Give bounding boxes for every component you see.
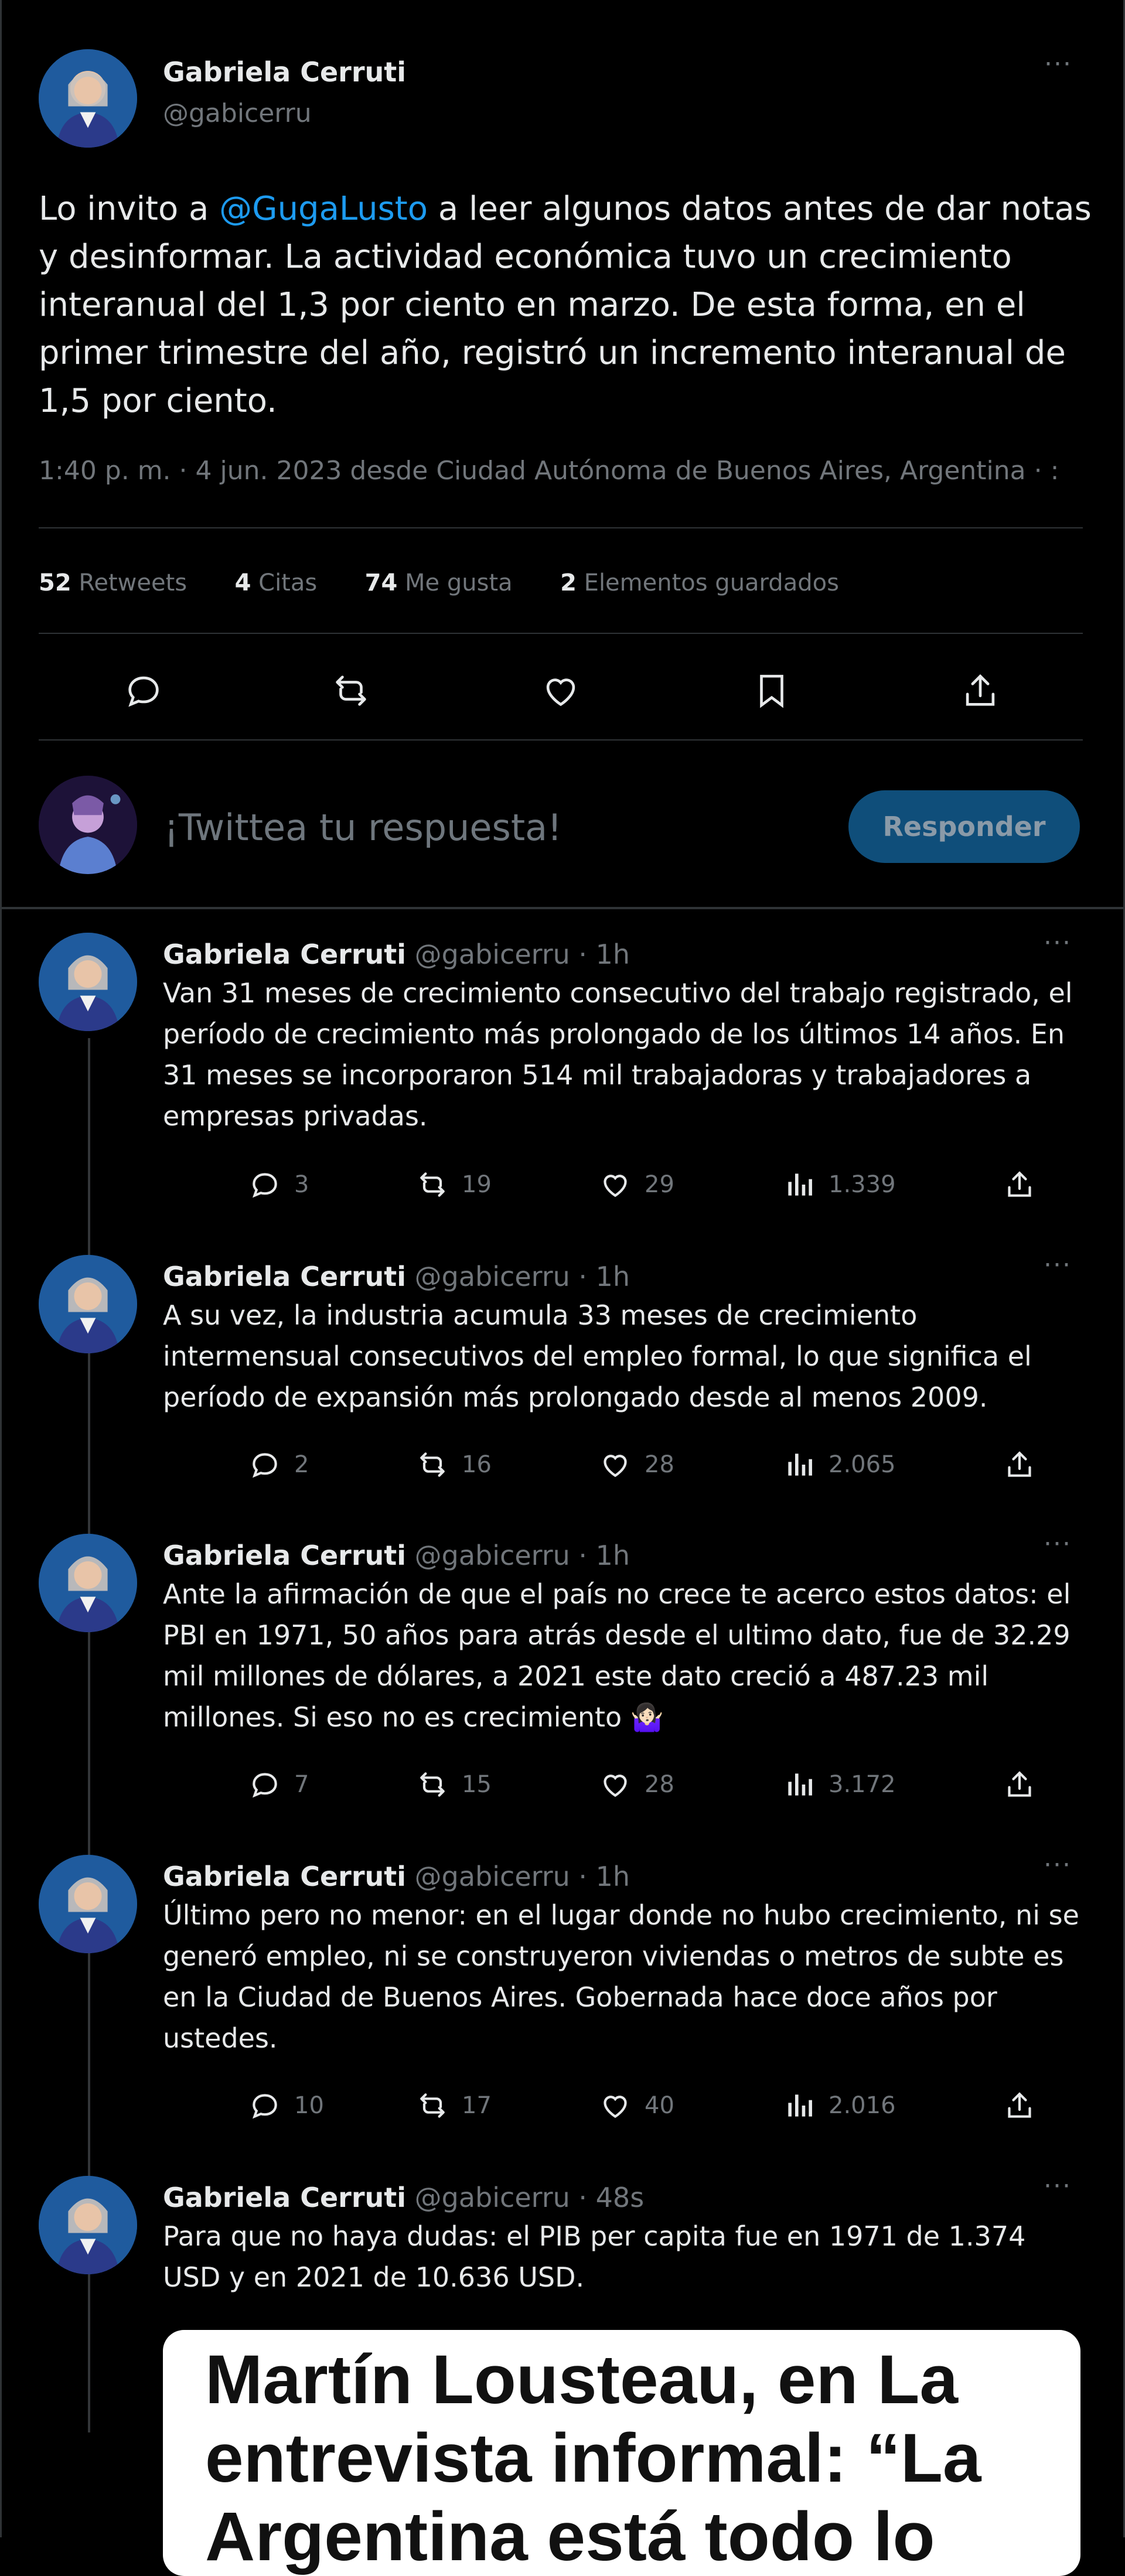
reply-metric[interactable] [248, 2089, 324, 2122]
retweet-metric[interactable] [416, 1768, 492, 1801]
retweet-icon [416, 1768, 449, 1801]
retweet-metric[interactable] [416, 1168, 492, 1201]
like-count: 40 [645, 2092, 674, 2119]
my-avatar[interactable] [39, 776, 137, 874]
divider [39, 633, 1083, 634]
retweet-count: 19 [462, 1171, 492, 1198]
like-metric[interactable] [599, 2089, 674, 2122]
more-icon[interactable]: ··· [1044, 49, 1072, 79]
like-icon [599, 2089, 632, 2122]
mention-link[interactable]: @GugaLusto [219, 190, 428, 228]
share-icon[interactable] [1003, 1768, 1049, 1801]
likes-label[interactable]: Me gusta [405, 569, 513, 596]
card-headline: Martín Lousteau, en La entrevista informal: “La Argentina está todo lo [205, 2341, 981, 2575]
avatar[interactable] [39, 2176, 137, 2274]
tweet-text-part: a leer algunos datos antes de dar notas y desinformar. La actividad económica tuvo un crecimiento interanual del 1,3 por ciento en marzo. De esta forma, en el primer trimestre del año, registró un incremento interanual de 1,5 por ciento. [39, 190, 1092, 420]
tweet-text: Para que no haya dudas: el PIB per capita fue en 1971 de 1.374 USD y en 2021 de 10.636 USD. [163, 2220, 1026, 2293]
views-count: 2.016 [829, 2092, 896, 2119]
tweet-text: A su vez, la industria acumula 33 meses de crecimiento intermensual consecutivos del empleo formal, lo que significa el período de expansión más prolongado desde al menos 2009. [163, 1299, 1032, 1413]
main-tweet-text [39, 185, 1093, 425]
views-metric[interactable] [783, 1448, 896, 1481]
views-metric[interactable] [783, 2089, 896, 2122]
views-icon [783, 2089, 816, 2122]
views-count: 2.065 [829, 1451, 896, 1478]
author-handle[interactable]: @gabicerru · 1h [414, 1261, 630, 1292]
author-handle[interactable]: @gabicerru · 1h [414, 939, 630, 970]
author-name[interactable]: Gabriela Cerruti [163, 1261, 407, 1292]
author-name[interactable]: Gabriela Cerruti [163, 1861, 407, 1892]
like-count: 29 [645, 1171, 674, 1198]
like-icon[interactable] [540, 670, 581, 711]
retweet-icon[interactable] [330, 670, 371, 711]
like-count: 28 [645, 1451, 674, 1478]
retweet-icon [416, 1168, 449, 1201]
views-count: 3.172 [829, 1771, 896, 1798]
reply-count: 7 [294, 1771, 309, 1798]
quotes-label[interactable]: Citas [258, 569, 318, 596]
author-name[interactable]: Gabriela Cerruti [163, 56, 407, 88]
views-count: 1.339 [829, 1171, 896, 1198]
tweet-stats [39, 569, 839, 596]
author-handle[interactable]: @gabicerru · 48s [414, 2182, 645, 2213]
more-icon[interactable]: ··· [1044, 928, 1072, 958]
avatar[interactable] [39, 1255, 137, 1353]
bookmark-icon[interactable] [751, 670, 792, 711]
more-icon[interactable]: ··· [1044, 1850, 1072, 1880]
views-icon [783, 1168, 816, 1201]
bookmarks-label[interactable]: Elementos guardados [584, 569, 839, 596]
retweet-count: 15 [462, 1771, 492, 1798]
like-icon [599, 1448, 632, 1481]
divider [39, 527, 1083, 528]
author-handle[interactable]: @gabicerru · 1h [414, 1540, 630, 1571]
share-icon[interactable] [960, 670, 1001, 711]
media-card[interactable] [163, 2330, 1080, 2576]
avatar[interactable] [39, 933, 137, 1031]
views-metric[interactable] [783, 1168, 896, 1201]
avatar[interactable] [39, 49, 137, 148]
likes-count[interactable]: 74 [364, 569, 398, 596]
like-icon [599, 1768, 632, 1801]
author-name[interactable]: Gabriela Cerruti [163, 1540, 407, 1571]
like-metric[interactable] [599, 1168, 674, 1201]
reply-metric[interactable] [248, 1168, 309, 1201]
avatar[interactable] [39, 1534, 137, 1632]
views-metric[interactable] [783, 1768, 896, 1801]
retweet-metric[interactable] [416, 1448, 492, 1481]
reply-icon [248, 1768, 281, 1801]
reply-icon[interactable] [123, 670, 164, 711]
retweet-metric[interactable] [416, 2089, 492, 2122]
reply-icon [248, 2089, 281, 2122]
tweet-text-part: Lo invito a [39, 190, 220, 228]
reply-metric[interactable] [248, 1448, 309, 1481]
reply-icon [248, 1448, 281, 1481]
tweet-text: Último pero no menor: en el lugar donde no hubo crecimiento, ni se generó empleo, ni se construyeron viviendas o metros de subte es en la Ciudad de Buenos Aires. Gobernada hace doce años por ustedes. [163, 1899, 1079, 2054]
tweet-text: Van 31 meses de crecimiento consecutivo del trabajo registrado, el período de crecimiento más prolongado de los últimos 14 años. En 31 meses se incorporaron 514 mil trabajadoras y trabajadores a empresas privadas. [163, 977, 1073, 1132]
avatar[interactable] [39, 1855, 137, 1953]
tweet-meta: 1:40 p. m. · 4 jun. 2023 desde Ciudad Autónoma de Buenos Aires, Argentina · : [39, 456, 1059, 486]
views-icon [783, 1448, 816, 1481]
reply-count: 2 [294, 1451, 309, 1478]
author-handle[interactable]: @gabicerru [163, 98, 312, 128]
divider [39, 739, 1083, 741]
reply-count: 3 [294, 1171, 309, 1198]
share-icon[interactable] [1003, 1168, 1049, 1201]
reply-count: 10 [294, 2092, 324, 2119]
more-icon[interactable]: ··· [1044, 1250, 1072, 1280]
like-count: 28 [645, 1771, 674, 1798]
reply-button[interactable]: Responder [848, 790, 1080, 863]
like-icon [599, 1168, 632, 1201]
more-icon[interactable]: ··· [1044, 2171, 1072, 2201]
quotes-count[interactable]: 4 [234, 569, 251, 596]
retweet-icon [416, 1448, 449, 1481]
like-metric[interactable] [599, 1768, 674, 1801]
author-name[interactable]: Gabriela Cerruti [163, 2182, 407, 2213]
retweet-count: 16 [462, 1451, 492, 1478]
more-icon[interactable]: ··· [1044, 1529, 1072, 1559]
reply-input[interactable]: ¡Twittea tu respuesta! [164, 806, 562, 849]
retweet-icon [416, 2089, 449, 2122]
share-icon[interactable] [1003, 1448, 1049, 1481]
retweet-count: 17 [462, 2092, 492, 2119]
like-metric[interactable] [599, 1448, 674, 1481]
reply-icon [248, 1168, 281, 1201]
author-name[interactable]: Gabriela Cerruti [163, 939, 407, 970]
share-icon[interactable] [1003, 2089, 1049, 2122]
tweet-text: Ante la afirmación de que el país no crece te acerco estos datos: el PBI en 1971, 50 años para atrás desde el ultimo dato, fue de 32.29 mil millones de dólares, a 2021 este dato creció a 487.23 mil millones. Si eso no es crecimiento 🤷🏻‍♀️ [163, 1578, 1071, 1733]
bookmarks-count[interactable]: 2 [560, 569, 577, 596]
author-handle[interactable]: @gabicerru · 1h [414, 1861, 630, 1892]
views-icon [783, 1768, 816, 1801]
reply-metric[interactable] [248, 1768, 309, 1801]
section-divider [0, 907, 1125, 909]
retweets-count[interactable]: 52 [39, 569, 71, 596]
retweets-label[interactable]: Retweets [79, 569, 188, 596]
